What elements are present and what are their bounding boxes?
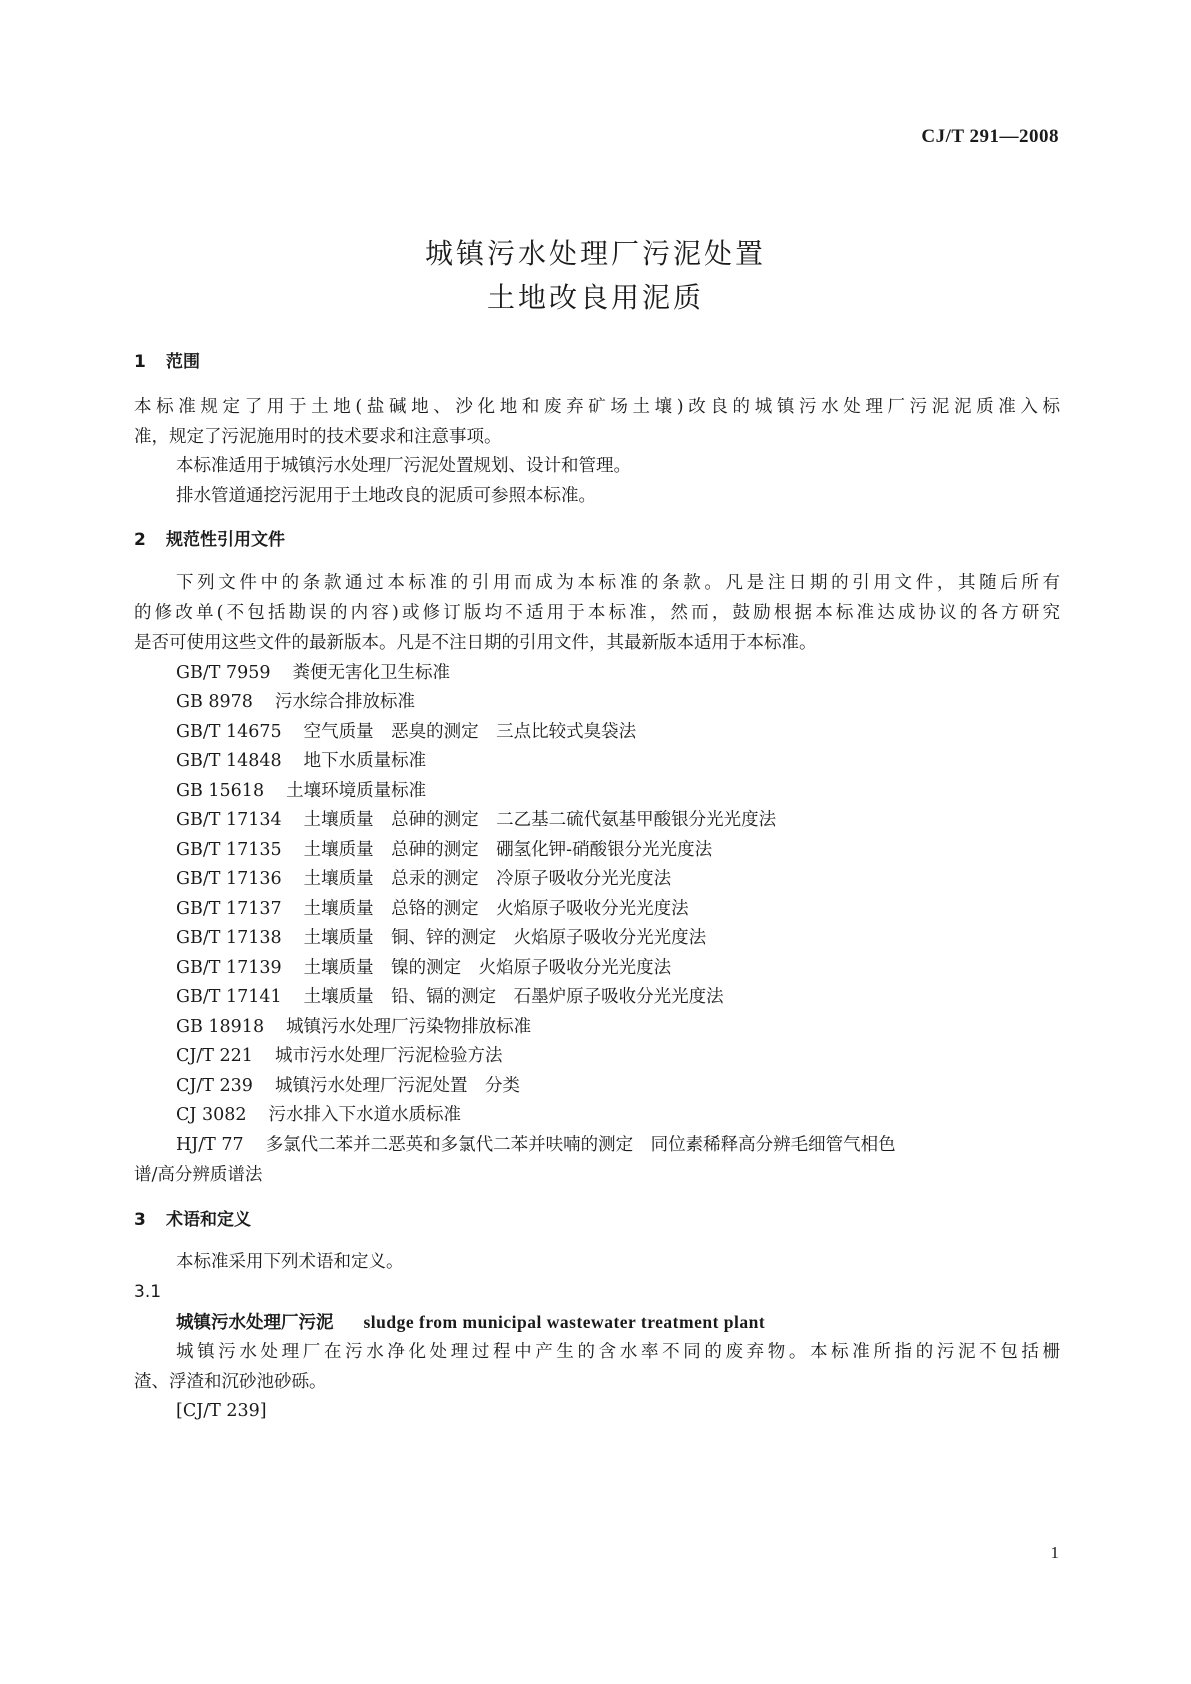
- reference-code: CJ/T 221: [176, 1046, 253, 1066]
- reference-item-last-line-1: [176, 1133, 896, 1157]
- document-title-line-2: 土地改良用泥质: [486, 281, 704, 314]
- reference-title: 污水综合排放标准: [274, 692, 415, 712]
- reference-title: 土壤质量 铅、镉的测定 石墨炉原子吸收分光光度法: [303, 987, 724, 1007]
- reference-code: GB 8978: [176, 692, 253, 712]
- reference-title: 土壤质量 镍的测定 火焰原子吸收分光光度法: [303, 958, 672, 978]
- section-3-number: 3: [134, 1210, 146, 1230]
- section-2-intro-line-3: 是否可使用这些文件的最新版本。凡是不注日期的引用文件，其最新版本适用于本标准。: [134, 633, 817, 653]
- reference-item: [176, 661, 450, 685]
- reference-item: [176, 1015, 531, 1039]
- term-definition-line-2: 渣、浮渣和沉砂池砂砾。: [134, 1372, 327, 1392]
- reference-title: 土壤质量 总砷的测定 硼氢化钾-硝酸银分光光度法: [303, 840, 713, 860]
- reference-title: 土壤质量 总铬的测定 火焰原子吸收分光光度法: [303, 899, 689, 919]
- term-english: sludge from municipal wastewater treatment plant: [363, 1312, 766, 1332]
- reference-title: 城市污水处理厂污泥检验方法: [274, 1046, 503, 1066]
- reference-title: 土壤质量 总汞的测定 冷原子吸收分光光度法: [303, 869, 672, 889]
- section-2-title: 规范性引用文件: [166, 530, 285, 550]
- reference-code: GB/T 14848: [176, 751, 282, 771]
- term-definition-line-1: 城镇污水处理厂在污水净化处理过程中产生的含水率不同的废弃物。本标准所指的污泥不包括栅: [176, 1342, 1060, 1362]
- reference-item: [176, 720, 636, 744]
- term-chinese: 城镇污水处理厂污泥: [176, 1313, 334, 1333]
- section-3-heading: [134, 1208, 251, 1232]
- reference-title: 城镇污水处理厂污染物排放标准: [286, 1017, 532, 1037]
- reference-title: 多氯代二苯并二恶英和多氯代二苯并呋喃的测定 同位素稀释高分辨毛细管气相色: [265, 1135, 896, 1155]
- reference-code: GB/T 17139: [176, 958, 282, 978]
- term-source: [CJ/T 239]: [176, 1401, 267, 1421]
- reference-title: 地下水质量标准: [303, 751, 427, 771]
- section-1-number: 1: [134, 352, 146, 372]
- reference-code: HJ/T 77: [176, 1135, 244, 1155]
- section-1-para-3: 排水管道通挖污泥用于土地改良的泥质可参照本标准。: [176, 486, 596, 506]
- reference-code: GB/T 17135: [176, 840, 282, 860]
- section-1-heading: [134, 350, 200, 374]
- reference-item: [176, 1103, 461, 1127]
- reference-title: 污水排入下水道水质标准: [268, 1105, 462, 1125]
- reference-item: [176, 690, 415, 714]
- section-2-heading: [134, 528, 285, 552]
- section-2-intro-line-2: 的修改单(不包括勘误的内容)或修订版均不适用于本标准，然而，鼓励根据本标准达成协议的各方研究: [134, 603, 1060, 623]
- reference-item: [176, 838, 712, 862]
- subsection-3-1-number: 3.1: [134, 1282, 162, 1302]
- reference-title: 土壤环境质量标准: [286, 781, 427, 801]
- reference-item: [176, 956, 671, 980]
- reference-code: GB/T 17138: [176, 928, 282, 948]
- section-2-intro-line-1: 下列文件中的条款通过本标准的引用而成为本标准的条款。凡是注日期的引用文件，其随后所有: [176, 573, 1060, 593]
- reference-code: CJ 3082: [176, 1105, 247, 1125]
- reference-code: GB/T 17136: [176, 869, 282, 889]
- page-number: 1: [1050, 1543, 1059, 1562]
- section-3-title: 术语和定义: [166, 1210, 251, 1230]
- section-1-para-1-line-1: 本标准规定了用于土地(盐碱地、沙化地和废弃矿场土壤)改良的城镇污水处理厂污泥泥质准入标: [134, 397, 1060, 417]
- reference-code: GB 15618: [176, 781, 265, 801]
- reference-item: [176, 1044, 502, 1068]
- reference-code: GB/T 17137: [176, 899, 282, 919]
- document-title-line-1: 城镇污水处理厂污泥处置: [424, 237, 766, 270]
- reference-code: GB 18918: [176, 1017, 265, 1037]
- reference-code: GB/T 17134: [176, 810, 282, 830]
- section-1-title: 范围: [166, 352, 200, 372]
- reference-title: 土壤质量 铜、锌的测定 火焰原子吸收分光光度法: [303, 928, 707, 948]
- reference-title: 粪便无害化卫生标准: [292, 663, 451, 683]
- reference-title: 城镇污水处理厂污泥处置 分类: [274, 1076, 520, 1096]
- term-heading: [176, 1310, 765, 1335]
- section-2-number: 2: [134, 530, 146, 550]
- reference-item: [176, 749, 426, 773]
- reference-item: [176, 985, 724, 1009]
- reference-item: [176, 867, 671, 891]
- reference-item: [176, 779, 426, 803]
- reference-code: GB/T 7959: [176, 663, 271, 683]
- reference-title: 空气质量 恶臭的测定 三点比较式臭袋法: [303, 722, 637, 742]
- reference-item-last-line-2: 谱/高分辨质谱法: [134, 1165, 263, 1185]
- section-1-para-1-line-2: 准，规定了污泥施用时的技术要求和注意事项。: [134, 427, 502, 447]
- reference-code: CJ/T 239: [176, 1076, 253, 1096]
- reference-title: 土壤质量 总砷的测定 二乙基二硫代氨基甲酸银分光光度法: [303, 810, 777, 830]
- reference-item: [176, 897, 689, 921]
- reference-item: [176, 926, 706, 950]
- reference-item: [176, 1074, 520, 1098]
- reference-code: GB/T 14675: [176, 722, 282, 742]
- standard-number: CJ/T 291—2008: [921, 126, 1059, 147]
- section-3-intro: 本标准采用下列术语和定义。: [176, 1252, 404, 1272]
- section-1-para-2: 本标准适用于城镇污水处理厂污泥处置规划、设计和管理。: [176, 456, 631, 476]
- reference-code: GB/T 17141: [176, 987, 282, 1007]
- reference-item: [176, 808, 776, 832]
